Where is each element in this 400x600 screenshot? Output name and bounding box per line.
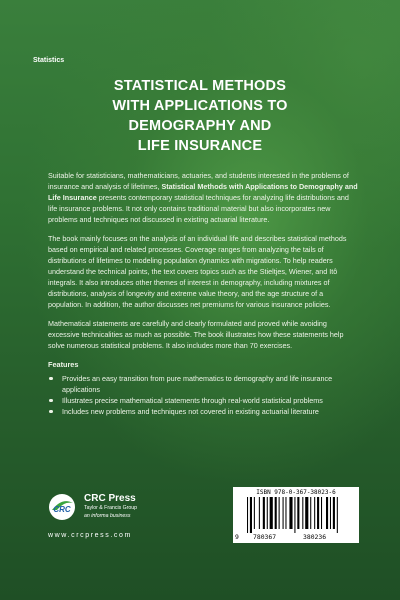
barcode-bar: [289, 497, 292, 529]
publisher-business: an informa business: [84, 513, 131, 519]
barcode-bar: [267, 497, 268, 529]
logo-text: CRC: [53, 505, 71, 514]
barcode-bar: [317, 497, 319, 529]
publisher-name: CRC Press: [84, 493, 136, 504]
description: [48, 170, 358, 417]
barcode-bar: [337, 497, 338, 533]
paragraph-text: presents contemporary statistical techniques for analyzing life distributions and life insurance problems. It not only contains traditional material but also incorporates new problems and techniques not discussed in existing actuarial literature.: [48, 193, 349, 224]
feature-item: [48, 406, 358, 417]
features-heading: Features: [48, 360, 79, 369]
title-line: STATISTICAL METHODS: [113, 78, 287, 94]
category-label: Statistics: [33, 57, 65, 64]
barcode-bar: [326, 497, 328, 529]
title-line: WITH APPLICATIONS TO: [112, 98, 288, 114]
barcode-bar: [333, 497, 335, 529]
features-list: [48, 373, 358, 417]
feature-text: Illustrates precise mathematical statements through real-world statistical problems: [62, 396, 323, 405]
barcode-bar: [302, 497, 303, 529]
barcode-bar: [250, 497, 252, 533]
barcode-bar: [330, 497, 331, 529]
paragraph-text: Suitable for statisticians, mathematicians, actuaries, and students interested in the problems of insurance and analysis of lifetimes,: [48, 171, 349, 191]
feature-item: [48, 373, 358, 395]
barcode-digit-first: 9: [235, 533, 239, 541]
bullet-icon: [49, 377, 53, 381]
title-line: LIFE INSURANCE: [137, 138, 263, 154]
feature-text: Provides an easy transition from pure mathematics to demography and life insurance applications: [62, 374, 333, 394]
description-paragraph: [48, 170, 358, 225]
description-paragraph: Mathematical statements are carefully and clearly formulated and proved while avoiding excessive technicalities as much as possible. The book illustrates how these statements help solve numerous statistical problems. It also includes more than 70 exercises.: [48, 319, 344, 350]
barcode-bar: [247, 497, 248, 533]
bullet-icon: [49, 410, 53, 414]
barcode-bar: [263, 497, 265, 529]
barcode-bar: [275, 497, 277, 529]
barcode-bar: [270, 497, 273, 529]
bullet-icon: [49, 399, 53, 403]
isbn-label: ISBN 978-0-367-38023-6: [256, 489, 336, 496]
barcode-bar: [254, 497, 255, 529]
barcode-bar: [283, 497, 284, 529]
barcode-digits-right: 380236: [303, 533, 327, 541]
barcode-bar: [310, 497, 311, 529]
publisher-url[interactable]: www.crcpress.com: [48, 532, 132, 539]
barcode-bar: [314, 497, 315, 529]
publisher-group: Taylor & Francis Group: [84, 505, 138, 511]
description-paragraph: The book mainly focuses on the analysis of an individual life and describes statistical methods based on empirical and related processes. Coverage ranges from analyzing the tails of distributions of lifetimes to modeling population dynamics with migrations. To help readers understand the technical points, the text covers topics such as the Stieltjes, Wiener, and Itô integrals. It also introduces other themes of interest in demography, including mixtures of distributions, analysis of longevity and extreme value theory, and the age structure of a population. In addition, the author discusses net premiums for various insurance policies.: [48, 234, 347, 309]
publisher-logo: [48, 489, 188, 529]
barcode-icon: [239, 497, 353, 533]
barcode-digits-left: 780367: [253, 533, 277, 541]
barcode-bar: [297, 497, 299, 529]
book-title-inline: Statistical Methods with Applications to Demography and Life Insurance: [48, 182, 358, 202]
barcode-bar: [321, 497, 322, 529]
barcode-box: [233, 487, 359, 543]
barcode-bar: [285, 497, 286, 529]
book-title: [40, 76, 360, 156]
barcode-bar: [279, 497, 280, 529]
barcode-bar: [294, 497, 295, 533]
barcode-bar: [259, 497, 260, 529]
crc-logo-icon: [48, 493, 76, 521]
title-line: DEMOGRAPHY AND: [128, 118, 272, 134]
barcode-bar: [305, 497, 308, 529]
feature-item: [48, 395, 358, 406]
feature-text: Includes new problems and techniques not covered in existing actuarial literature: [62, 407, 319, 416]
